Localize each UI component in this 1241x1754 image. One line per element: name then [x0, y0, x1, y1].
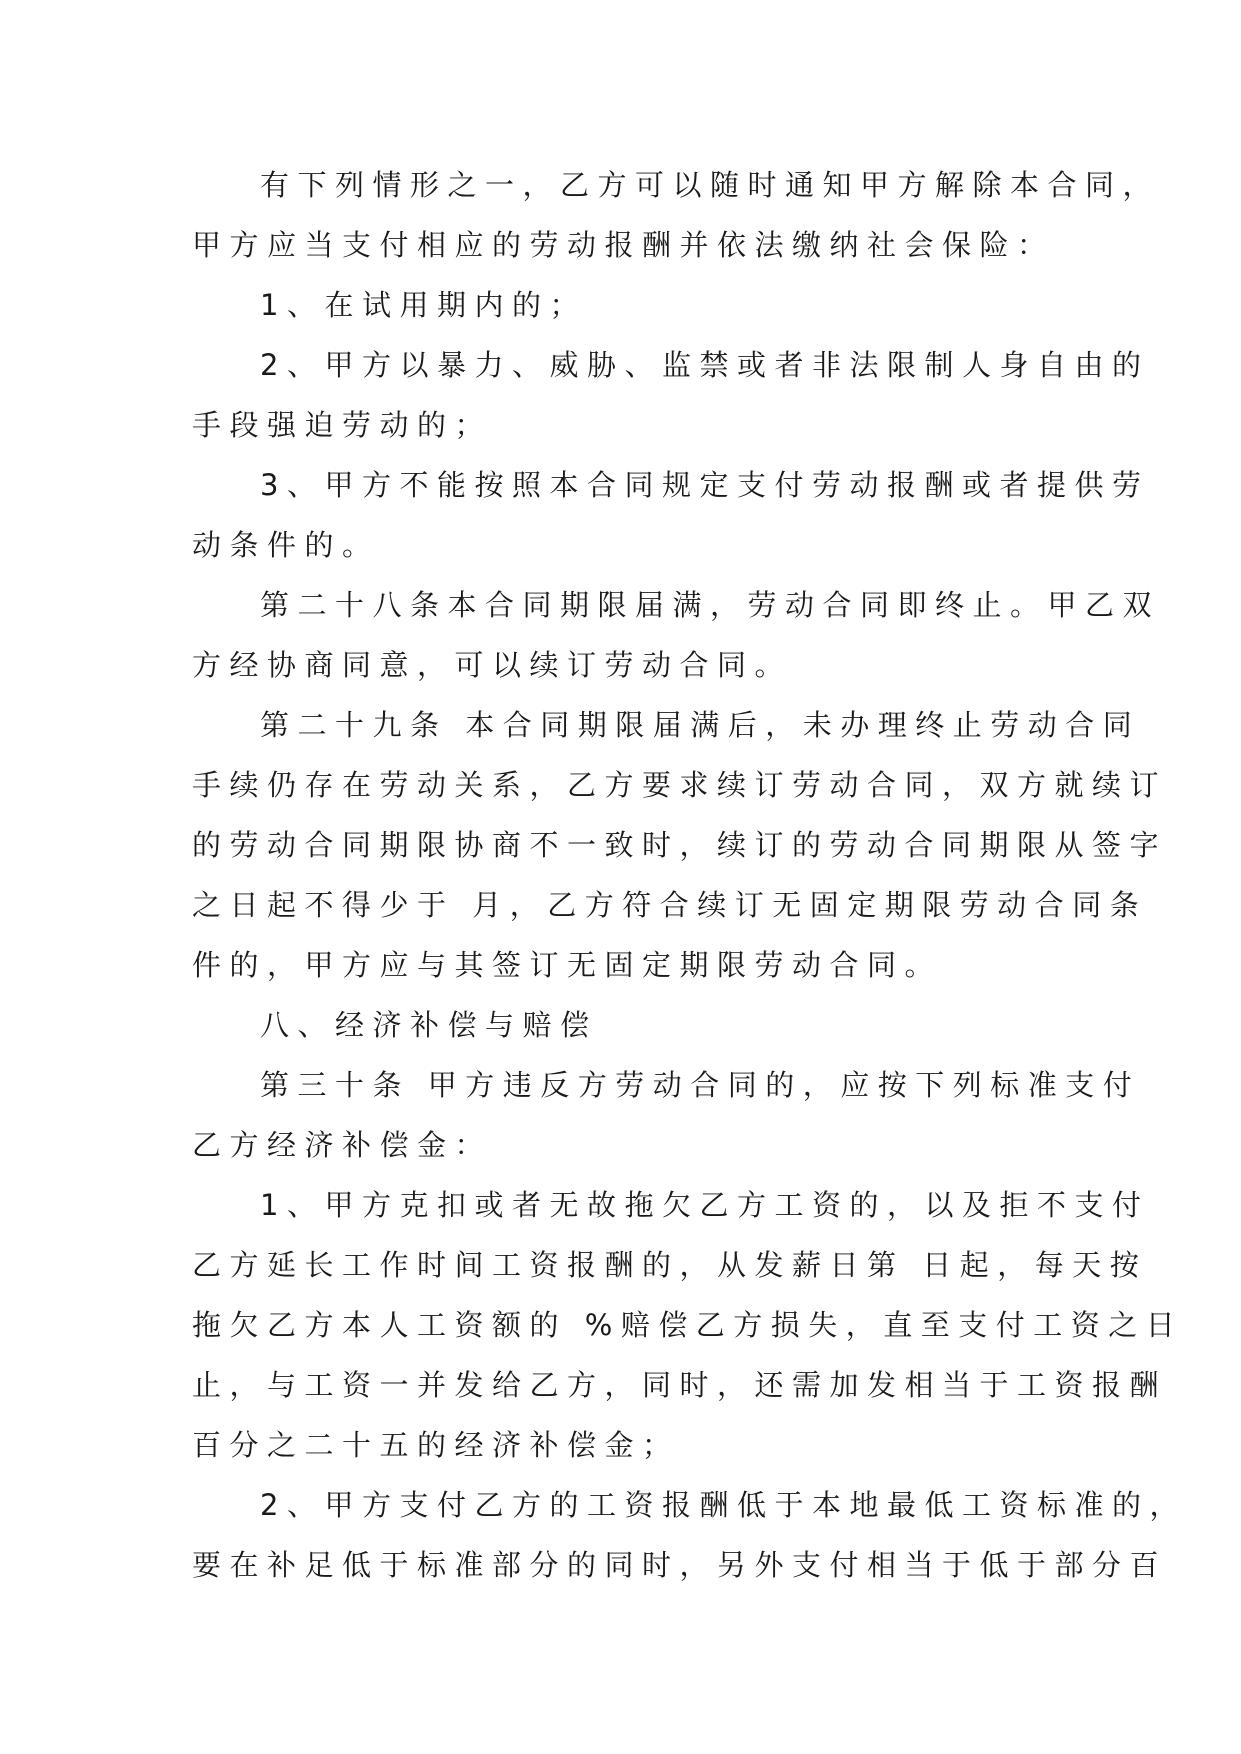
text-line: 甲方应当支付相应的劳动报酬并依法缴纳社会保险：	[192, 228, 1055, 262]
text-line: 第三十条 甲方违反方劳动合同的，应按下列标准支付	[260, 1068, 1141, 1102]
text-line: 有下列情形之一，乙方可以随时通知甲方解除本合同，	[260, 168, 1161, 202]
text-line: 方经协商同意，可以续订劳动合同。	[192, 648, 793, 682]
text-line: 手续仍存在劳动关系，乙方要求续订劳动合同，双方就续订	[192, 768, 1168, 802]
text-line: 拖欠乙方本人工资额的 %赔偿乙方损失，直至支付工资之日	[192, 1308, 1184, 1342]
text-line: 之日起不得少于 月，乙方符合续订无固定期限劳动合同条	[192, 888, 1148, 922]
text-line: 手段强迫劳动的；	[192, 408, 493, 442]
text-line: 1、在试用期内的；	[260, 288, 587, 322]
text-line: 乙方经济补偿金：	[192, 1128, 493, 1162]
text-line: 乙方延长工作时间工资报酬的，从发薪日第 日起，每天按	[192, 1248, 1148, 1282]
text-line: 2、甲方支付乙方的工资报酬低于本地最低工资标准的，	[260, 1488, 1187, 1522]
text-line: 要在补足低于标准部分的同时，另外支付相当于低于部分百	[192, 1548, 1168, 1582]
text-line: 动条件的。	[192, 528, 380, 562]
text-line: 件的，甲方应与其签订无固定期限劳动合同。	[192, 948, 943, 982]
text-line: 1、甲方克扣或者无故拖欠乙方工资的，以及拒不支付	[260, 1188, 1150, 1222]
section-heading: 八、经济补偿与赔偿	[260, 1008, 598, 1042]
text-line: 第二十九条 本合同期限届满后，未办理终止劳动合同	[260, 708, 1141, 742]
text-line: 2、甲方以暴力、威胁、监禁或者非法限制人身自由的	[260, 348, 1150, 382]
text-line: 3、甲方不能按照本合同规定支付劳动报酬或者提供劳	[260, 468, 1150, 502]
text-line: 第二十八条本合同期限届满，劳动合同即终止。甲乙双	[260, 588, 1161, 622]
text-line: 的劳动合同期限协商不一致时，续订的劳动合同期限从签字	[192, 828, 1168, 862]
text-line: 百分之二十五的经济补偿金；	[192, 1428, 680, 1462]
text-line: 止，与工资一并发给乙方，同时，还需加发相当于工资报酬	[192, 1368, 1168, 1402]
